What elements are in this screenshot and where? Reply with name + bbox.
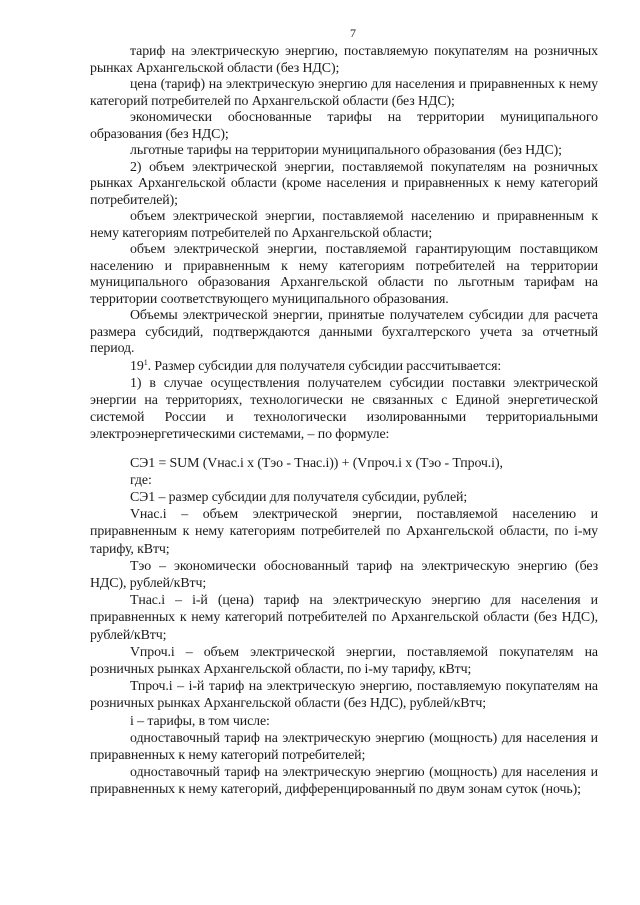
definition: Тэо – экономически обоснованный тариф на электрическую энергию (без НДС), рублей/кВтч; xyxy=(90,558,598,591)
subsidy-formula: СЭ1 = SUM (Vнас.i x (Тэо - Тнас.i)) + (Vпроч.i x (Тэо - Тпроч.i), xyxy=(130,455,503,471)
paragraph: цена (тариф) на электрическую энергию для населения и приравненных к нему категорий потребителей по Архангельской области (без НДС); xyxy=(90,77,598,109)
clause-superscript: 1 xyxy=(143,357,148,367)
item-1-paragraph: 1) в случае осуществления получателем субсидии поставки электрической энергии на территориях, технологически не связанных с Единой энергетической системой России и технологически изолированными территориальными электроэнергетическими системами, – по формуле: xyxy=(90,375,598,443)
paragraph: Объемы электрической энергии, принятые получателем субсидии для расчета размера субсидий, подтверждаются данными бухгалтерского учета за отчетный период. xyxy=(90,308,598,356)
paragraph: объем электрической энергии, поставляемой населению и приравненным к нему категориям потребителей по Архангельской области; xyxy=(90,209,598,241)
paragraph: льготные тарифы на территории муниципального образования (без НДС); xyxy=(130,143,562,158)
paragraph: экономически обоснованные тарифы на территории муниципального образования (без НДС); xyxy=(90,110,598,142)
subsidy-calculation-section xyxy=(90,358,598,799)
definition: Тнас.i – i-й (цена) тариф на электрическую энергию для населения и приравненных к нему категорий потребителей по Архангельской области (без НДС), рублей/кВтч; xyxy=(90,593,598,643)
definition: Vпроч.i – объем электрической энергии, поставляемой покупателям на розничных рынках Архангельской области, по i-му тарифу, кВтч; xyxy=(90,644,598,677)
definition: СЭ1 – размер субсидии для получателя субсидии, рублей; xyxy=(130,489,468,505)
where-label: где: xyxy=(130,472,152,488)
clause-number: 19 xyxy=(130,358,144,374)
definition: i – тарифы, в том числе: xyxy=(130,713,270,729)
paragraph: тариф на электрическую энергию, поставляемую покупателям на розничных рынках Архангельской области (без НДС); xyxy=(90,44,598,76)
definition: Vнас.i – объем электрической энергии, поставляемой населению и приравненным к нему категориям потребителей по Архангельской области, по i-му тарифу, кВтч; xyxy=(90,507,598,557)
paragraph: 2) объем электрической энергии, поставляемой покупателям на розничных рынках Архангельской области (кроме населения и приравненных к нему категорий потребителей); xyxy=(90,159,598,208)
page-number: 7 xyxy=(350,26,356,40)
paragraph: объем электрической энергии, поставляемой гарантирующим поставщиком населению и приравненным к нему категориям потребителей на территории муниципального образования Архангельской области по льготным тарифам на территории соответствующего муниципального образования. xyxy=(90,242,598,307)
clause-text: . Размер субсидии для получателя субсидии рассчитывается: xyxy=(147,358,502,374)
document-page xyxy=(90,26,598,799)
tariff-list-section xyxy=(90,44,598,358)
definition: одноставочный тариф на электрическую энергию (мощность) для населения и приравненных к нему категорий, дифференцированный по двум зонам суток (ночь); xyxy=(90,765,598,798)
definition: Тпроч.i – i-й тариф на электрическую энергию, поставляемую покупателям на розничных рынках Архангельской области (без НДС), рублей/кВтч; xyxy=(90,679,598,712)
definition: одноставочный тариф на электрическую энергию (мощность) для населения и приравненных к нему категорий потребителей; xyxy=(90,730,598,763)
clause-heading xyxy=(90,358,598,375)
